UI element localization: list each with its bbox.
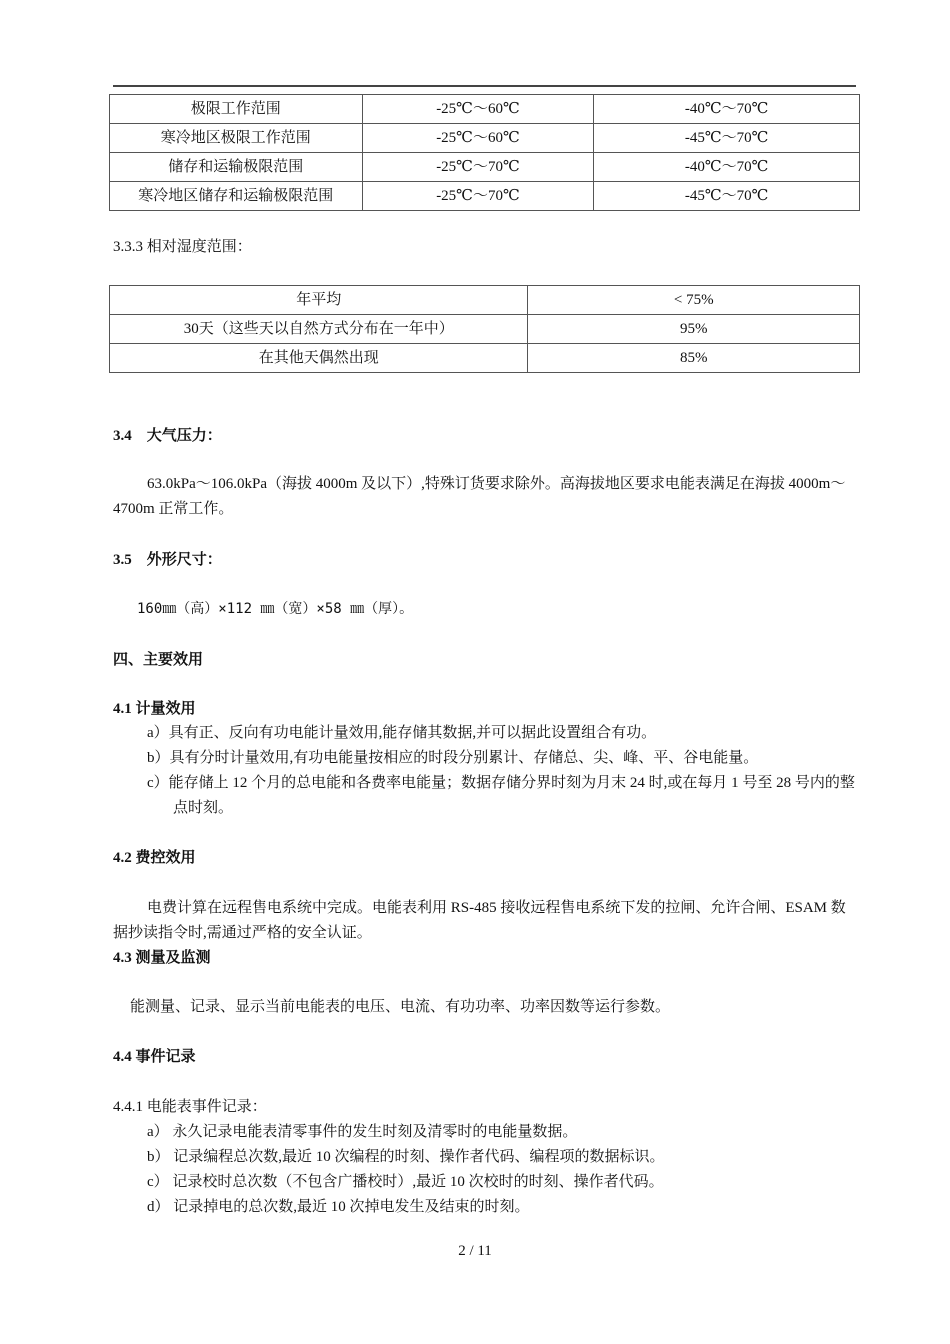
table-cell: 寒冷地区储存和运输极限范围 (110, 182, 363, 211)
table-row (110, 344, 860, 373)
humidity-table (109, 285, 860, 373)
table-cell: 储存和运输极限范围 (110, 153, 363, 182)
table-cell: -45℃～70℃ (594, 182, 860, 211)
section-4-3-body: 能测量、记录、显示当前电能表的电压、电流、有功功率、功率因数等运行参数。 (130, 999, 671, 1015)
list-item: b） 记录编程总次数,最近 10 次编程的时刻、操作者代码、编程项的数据标识。 (147, 1149, 665, 1165)
table-cell: 85% (528, 344, 860, 373)
table-cell: -40℃～70℃ (594, 95, 860, 124)
table-cell: -25℃～60℃ (362, 124, 594, 153)
table-cell: -25℃～70℃ (362, 182, 594, 211)
section-4-4-heading: 4.4 事件记录 (113, 1049, 196, 1065)
table-row (110, 182, 860, 211)
list-item: a） 永久记录电能表清零事件的发生时刻及清零时的电能量数据。 (147, 1124, 578, 1140)
table-cell: < 75% (528, 286, 860, 315)
table-cell: 95% (528, 315, 860, 344)
section-3-5-heading: 3.5 外形尺寸： (113, 552, 222, 568)
table-cell: -25℃～70℃ (362, 153, 594, 182)
table-cell: -40℃～70℃ (594, 153, 860, 182)
list-item: d） 记录掉电的总次数,最近 10 次掉电发生及结束的时刻。 (147, 1199, 530, 1215)
section-4-2-heading: 4.2 费控效用 (113, 850, 196, 866)
table-row (110, 315, 860, 344)
section-4-heading: 四、主要效用 (113, 652, 204, 668)
section-3-5-body: 160㎜（高）×112 ㎜（宽）×58 ㎜（厚）。 (137, 601, 414, 617)
section-4-4-1-list (113, 1120, 858, 1220)
table-cell: -25℃～60℃ (362, 95, 594, 124)
section-4-4-1-heading: 4.4.1 电能表事件记录： (113, 1099, 267, 1115)
section-3-4-heading: 3.4 大气压力： (113, 428, 222, 444)
section-3-4-body: 63.0kPa～106.0kPa（海拔 4000m 及以下）,特殊订货要求除外。高海拔地区要求电能表满足在海拔 4000m～4700m 正常工作。 (113, 476, 846, 517)
page-number: 2 / 11 (458, 1243, 492, 1259)
list-item: c）能存储上 12 个月的总电能和各费率电能量；数据存储分界时刻为月末 24 时,或在每月 1 号至 28 号内的整点时刻。 (147, 775, 855, 816)
section-4-3-heading: 4.3 测量及监测 (113, 950, 211, 966)
table-row (110, 95, 860, 124)
table-row (110, 286, 860, 315)
list-item: a）具有正、反向有功电能计量效用,能存储其数据,并可以据此设置组合有功。 (147, 725, 657, 741)
table-row (110, 153, 860, 182)
section-4-2-body: 电费计算在远程售电系统中完成。电能表利用 RS-485 接收远程售电系统下发的拉闸、允许合闸、ESAM 数据抄读指令时,需通过严格的安全认证。 (113, 900, 846, 941)
list-item: b）具有分时计量效用,有功电能量按相应的时段分别累计、存储总、尖、峰、平、谷电能量。 (147, 750, 759, 766)
table-row (110, 124, 860, 153)
list-item: c） 记录校时总次数（不包含广播校时）,最近 10 次校时的时刻、操作者代码。 (147, 1174, 664, 1190)
table-cell: 在其他天偶然出现 (110, 344, 528, 373)
header-rule (113, 85, 856, 87)
table-cell: -45℃～70℃ (594, 124, 860, 153)
temperature-table (109, 94, 860, 211)
section-3-3-3-heading: 3.3.3 相对湿度范围： (113, 239, 252, 255)
section-4-1-heading: 4.1 计量效用 (113, 701, 196, 717)
section-4-1-list (113, 721, 858, 821)
table-cell: 30天（这些天以自然方式分布在一年中） (110, 315, 528, 344)
table-cell: 极限工作范围 (110, 95, 363, 124)
table-cell: 年平均 (110, 286, 528, 315)
table-cell: 寒冷地区极限工作范围 (110, 124, 363, 153)
